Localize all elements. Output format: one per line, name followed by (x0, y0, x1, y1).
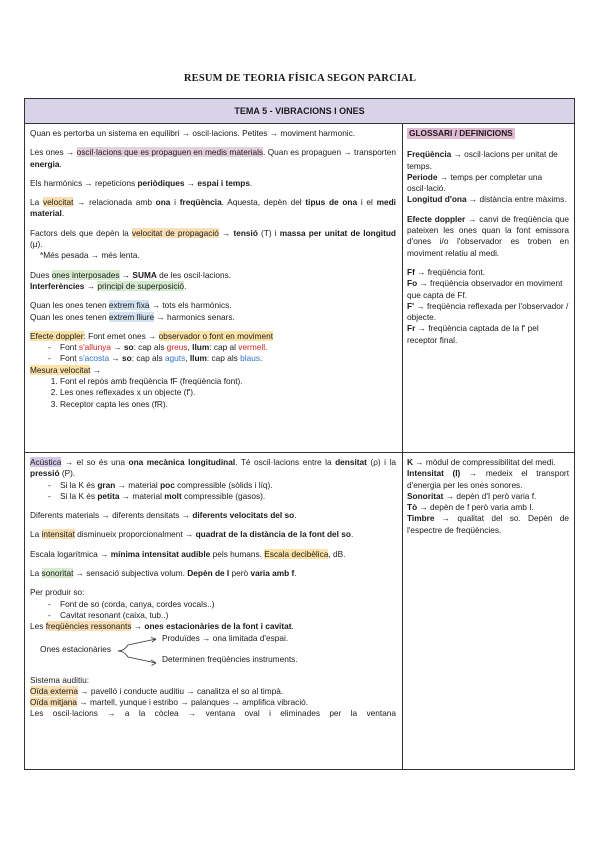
text: → (218, 227, 234, 238)
text: Font (60, 342, 79, 353)
text: . (294, 568, 297, 579)
theory-column (25, 124, 403, 452)
doppler-block (30, 331, 396, 410)
measure-steps (30, 376, 396, 410)
definition: → qualitat del so. Depèn de l'espectre de freqüències. (407, 513, 569, 535)
colored-text: s'allunya (78, 342, 111, 353)
text: , (187, 342, 193, 353)
paragraph-auditory-system (30, 675, 396, 720)
text: → martell, yunque i estribo → palanques → amplifica vibració. (77, 697, 309, 708)
highlight: velocitat (42, 197, 74, 208)
bold-term: gran (97, 479, 116, 490)
text: . (184, 280, 187, 291)
term: Intensitat (I) (407, 468, 461, 479)
bold-term: massa per unitat de longitud (279, 227, 396, 238)
highlight: freqüències ressonants (45, 621, 132, 632)
term: Longitud d'ona (407, 194, 467, 205)
list-item: 2. Les ones reflexades x un objecte (f'). (60, 387, 396, 398)
bold-term: llum (192, 342, 210, 353)
branch-arrows-icon (116, 635, 162, 669)
highlight: Oïda externa (30, 685, 78, 696)
list-item: - Cavitat resonant (caixa, tub..) (60, 610, 396, 621)
text: → sensació subjectiva volum. (73, 568, 188, 579)
term: Tò (407, 502, 418, 513)
glossary-column (403, 453, 574, 770)
term: Ff (407, 266, 415, 277)
bold-term: periòdiques (137, 177, 185, 188)
text: La (30, 197, 43, 208)
highlight: extrem fixa (108, 300, 150, 311)
text: Font (60, 353, 79, 364)
text: , dB. (328, 548, 346, 559)
text: Diferents materials → diferents densitats → (30, 510, 193, 521)
bold-term: freqüència (179, 197, 222, 208)
document-title: RESUM DE TEORIA FÍSICA SEGON PARCIAL (183, 73, 417, 84)
resonant-line (30, 621, 396, 632)
paragraph-sound-production (30, 587, 396, 632)
colored-text: vermell (238, 342, 266, 353)
term: Periode (407, 171, 438, 182)
text: . Aquesta, depèn del (221, 197, 306, 208)
bold-term: pressió (30, 468, 60, 479)
text: (P). (59, 468, 76, 479)
text: → material (115, 479, 161, 490)
acoustics-intro (30, 457, 396, 480)
paragraph-materials (30, 510, 396, 521)
list-item (60, 353, 396, 364)
text: Quan es pertorba un sistema en equilibri → oscil·lacions. Petites → moviment harmonic. (30, 128, 356, 138)
text: . (294, 510, 297, 521)
bold-term: so (122, 353, 132, 364)
text: . Quan es propaguen → transporten (263, 147, 396, 158)
velocity-measure-line (30, 365, 396, 376)
text: de les oscil·lacions. (156, 269, 232, 280)
paragraph-extremes (30, 300, 396, 323)
paragraph-loudness (30, 568, 396, 579)
middle-ear-line (30, 697, 396, 708)
diagram-branch-top: Produïdes → ona limitada d'espai. (162, 632, 289, 643)
term: K (407, 457, 413, 467)
bold-term: ones estacionàries de la font i cavitat (144, 621, 292, 632)
list-item (60, 480, 396, 491)
paragraph-acoustics (30, 457, 396, 502)
text: (T) i (257, 227, 280, 238)
diagram-label: Ones estacionàries (40, 643, 112, 654)
term: Timbre (407, 513, 435, 524)
text: . (291, 621, 294, 632)
glossary-acoustics (407, 457, 569, 536)
text: però (229, 568, 251, 579)
bold-term: Depèn de I (187, 568, 230, 579)
term: Freqüència (407, 149, 452, 160)
paragraph-equilibrium (30, 128, 396, 139)
bold-term: densitat (335, 457, 367, 467)
paragraph-intensity (30, 529, 396, 540)
term: Fo (407, 278, 418, 289)
text: Les (30, 621, 46, 632)
text: → (109, 353, 123, 364)
bold-term: medi material (30, 197, 396, 219)
text: → (184, 177, 198, 188)
text: Factors dels que depèn la (30, 227, 132, 238)
text: → (90, 364, 102, 375)
highlight: principi de superposició (97, 280, 185, 291)
text: Quan les ones tenen (30, 300, 109, 311)
auditory-intro: Sistema auditiu: (30, 674, 90, 685)
text: . (61, 208, 65, 219)
compressibility-list (30, 480, 396, 503)
text: disminueix proporcionalment → (74, 529, 196, 540)
note: *Més pesada → més lenta. (40, 250, 140, 261)
bold-term: Interferències (30, 280, 85, 291)
highlight: velocitat de propagació (131, 227, 219, 238)
text: Si la K és (60, 479, 98, 490)
highlight: extrem lliure (108, 311, 155, 322)
text: La (30, 529, 42, 540)
diagram-branch-bottom: Determinen freqüències instruments. (162, 653, 298, 664)
text: → (84, 280, 98, 291)
text: → (131, 621, 145, 632)
highlight: ones interposades (51, 269, 120, 280)
highlight: intensitat (41, 529, 75, 540)
term: Fr (407, 323, 416, 334)
definition: → mòdul de compressibilitat del medi. (413, 457, 556, 467)
text: compressible (gasos). (181, 490, 266, 501)
text: → material (119, 490, 165, 501)
text: i (170, 197, 180, 208)
bold-term: diferents velocitats del so (192, 510, 295, 521)
definition: → distància entre màxims. (466, 194, 567, 205)
text: : Font emet ones → (83, 330, 159, 341)
definition: → temps per completar una oscil·lació. (407, 171, 543, 194)
text: . (259, 353, 263, 364)
bold-term: quadrat de la distància de la font del so (195, 529, 351, 540)
text: → pavelló i conducte auditiu → canalitza el so al timpà. (77, 685, 284, 696)
bold-term: varia amb f (250, 568, 295, 579)
bold-term: poc (160, 479, 175, 490)
definition: → depèn de f però varia amb I. (417, 502, 534, 513)
text: . (249, 177, 253, 188)
definition: → medeix el transport d'energia per les ones sonores. (407, 468, 570, 490)
highlight: Escala decibèlica (264, 548, 329, 559)
definition: → freqüència reflexada per l'observador / objecte. (407, 300, 569, 323)
text: → el so és una (61, 457, 129, 467)
bold-term: espai i temps (197, 177, 250, 188)
bold-term: molt (164, 490, 182, 501)
bold-term: tipus de ona (305, 197, 358, 208)
highlight: Acústica (30, 457, 62, 467)
bold-term: energia (30, 158, 60, 169)
highlight: oscil·lacions que es propaguen en medis materials (76, 147, 264, 158)
text: : cap als (133, 342, 167, 353)
text: Escala logarítmica → (30, 548, 111, 559)
section-acoustics (25, 453, 574, 770)
text: i el (357, 197, 377, 208)
text: (μ). (30, 239, 43, 250)
paragraph-velocity (30, 197, 396, 220)
definition: → oscil·lacions per unitat de temps. (407, 149, 558, 171)
highlight: sonoritat (41, 568, 74, 579)
highlight: Efecte doppler (30, 330, 84, 341)
text: → (119, 269, 133, 280)
bold-term: tensió (233, 227, 258, 238)
text: , (185, 353, 190, 364)
paragraph-harmonics (30, 178, 396, 189)
list-item: 1. Font el repòs amb freqüència fF (freqüència font). (60, 376, 396, 387)
bold-term: so (123, 342, 134, 353)
text: Les ones → (30, 147, 77, 158)
text: . (350, 529, 354, 540)
text: → harmonics senars. (154, 311, 235, 322)
list-item: - Font de so (corda, canya, cordes vocals..) (60, 599, 396, 610)
text: : cap als (206, 353, 241, 364)
text: (ρ) i la (366, 457, 396, 467)
highlight: Mesura velocitat (30, 364, 91, 375)
text: pels humans. (210, 548, 265, 559)
text: Dues (30, 269, 52, 280)
text: → relacionada amb (73, 197, 156, 208)
paragraph-log-scale (30, 549, 396, 560)
text: Els harmònics → repeticions (30, 177, 138, 188)
paragraph-propagation (30, 228, 396, 262)
doppler-line (30, 331, 396, 342)
text: . (265, 342, 268, 353)
topic-header: TEMA 5 - VIBRACIONS I ONES (25, 99, 574, 124)
text: La (30, 568, 42, 579)
definition: → freqüència captada de la f' pel receptor final. (407, 323, 539, 345)
standing-waves-diagram (30, 632, 396, 669)
definition: → freqüència font. (414, 266, 485, 277)
definition: → freqüència observador en moviment que capta de Ff. (407, 278, 563, 300)
list-item (60, 342, 396, 353)
glossary-basic (407, 149, 569, 205)
production-list (30, 599, 396, 622)
glossary-column (403, 124, 574, 452)
bold-term: SUMA (132, 269, 157, 280)
outer-ear-line (30, 686, 396, 697)
text: → tots els harmònics. (149, 300, 232, 311)
bold-term: mínima intensitat audible (110, 548, 211, 559)
colored-text: aguts (164, 353, 186, 364)
term: Sonoritat (407, 490, 444, 501)
list-item: 3. Receptor capta les ones (fR). (60, 399, 396, 410)
term: F' (407, 300, 415, 311)
glossary-heading: GLOSSARI / DEFINICIONS (409, 128, 513, 138)
colored-text: s'acosta (78, 353, 110, 364)
summary-sheet (24, 98, 575, 770)
highlight: observador o font en moviment (158, 330, 274, 341)
bold-term: petita (97, 490, 120, 501)
text: . Té oscil·lacions entre la (235, 457, 336, 467)
production-intro: Per produir so: (30, 587, 85, 598)
paragraph-waves (30, 147, 396, 170)
text: Si la K és (60, 490, 98, 501)
text: Quan les ones tenen (30, 311, 109, 322)
glossary-frequencies (407, 267, 569, 346)
text: . (59, 158, 62, 169)
colored-text: greus (166, 342, 188, 353)
section-vibrations (25, 124, 574, 453)
highlight: Oïda mitjana (30, 697, 78, 708)
text: compressible (sòlids i líq). (174, 479, 273, 490)
definition: → canvi de freqüència que pateixen les ones quan la font emissora d'ones i/o l'observador es troben en moviment relatiu al medi. (407, 213, 569, 258)
glossary-doppler (407, 214, 569, 259)
text: : cap al (209, 342, 239, 353)
definition: → depèn d'I però varia f. (443, 490, 537, 501)
bold-term: llum (189, 353, 207, 364)
doppler-list (30, 342, 396, 365)
paragraph-interference (30, 270, 396, 293)
term: Efecte doppler (407, 213, 466, 224)
bold-term: ona mecànica longitudinal (128, 457, 236, 467)
text: → (110, 342, 124, 353)
theory-column (25, 453, 403, 770)
cochlea-line: Les oscil·lacions → a la còclea → ventana oval i eliminades per la ventana (30, 708, 396, 719)
text: : cap als (131, 353, 165, 364)
colored-text: blaus (240, 353, 260, 364)
bold-term: ona (155, 197, 171, 208)
list-item (60, 491, 396, 502)
